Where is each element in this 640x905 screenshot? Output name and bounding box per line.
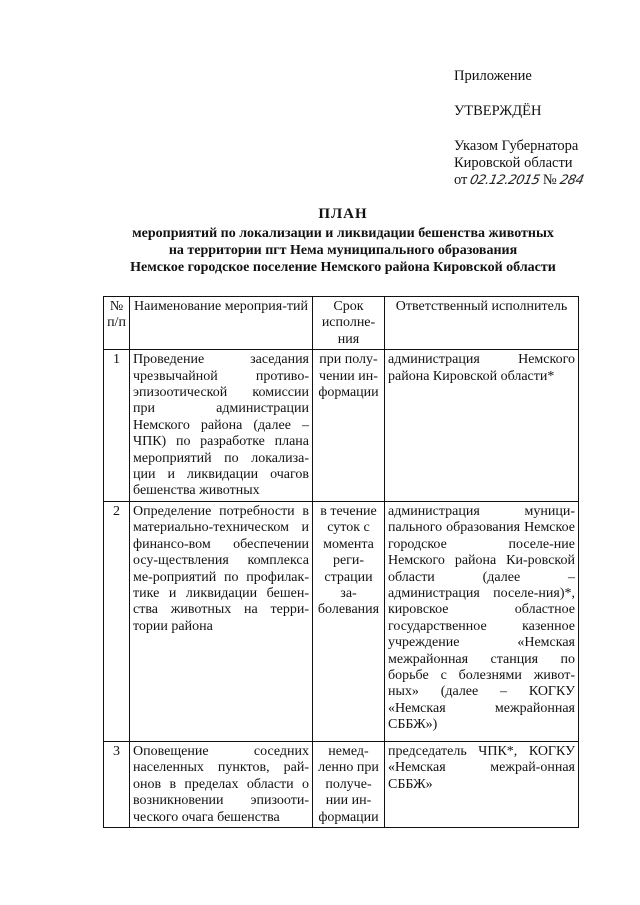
plan-title: ПЛАН [318, 206, 368, 222]
approval-block [454, 68, 634, 189]
row-num: 3 [104, 741, 130, 827]
row-activity: Определение потребности в материально-техническом и финансо-вом обеспечении осу-ществления комплекса ме-роприятий по профилак-тике и ликвидации бешен-ства животных на терри-тории района [130, 501, 313, 741]
handwritten-date: 02.12.2015 [468, 173, 542, 188]
decree-line-1: Указом Губернатора [454, 138, 579, 154]
table-row [104, 501, 579, 741]
header-responsible: Ответственный исполнитель [385, 297, 579, 350]
decree-line-2: Кировской области [454, 155, 573, 171]
plan-subtitle-line-3: Немское городское поселение Немского района Кировской области [130, 260, 556, 275]
approved-label: УТВЕРЖДЁН [454, 103, 542, 119]
row-num: 2 [104, 501, 130, 741]
row-activity: Проведение заседания чрезвычайной противо-эпизоотической комиссии при администрации Немского района (далее – ЧПК) по разработке плана мероприятий по локализа-ции и ликвидации очагов бешенства животных [130, 350, 313, 502]
plan-subtitle-line-2: на территории пгт Нема муниципального образования [168, 243, 518, 258]
row-term: немед-ленно при получе-нии ин-формации [313, 741, 385, 827]
handwritten-number: 284 [558, 173, 585, 188]
appendix-label: Приложение [454, 68, 532, 84]
plan-title-block [100, 206, 586, 276]
header-term: Срок исполне-ния [313, 297, 385, 350]
plan-table [103, 296, 579, 828]
header-name: Наименование мероприя-тий [130, 297, 313, 350]
from-label: от [454, 172, 468, 188]
decree-date-line [454, 172, 634, 189]
number-label: № [542, 172, 557, 188]
table-header-row [104, 297, 579, 350]
header-num: № п/п [104, 297, 130, 350]
row-responsible: администрация Немского района Кировской области* [385, 350, 579, 502]
row-activity: Оповещение соседних населенных пунктов, рай-онов в пределах области о возникновении эпизооти-ческого очага бешенства [130, 741, 313, 827]
table-row [104, 350, 579, 502]
row-responsible: администрация муници-пального образования Немское городское поселе-ние Немского района Ки-ровской области (далее – администрация поселе-ния)*, кировское областное государственное казенное учреждение «Немская межрайонная станция по борьбе с болезнями живот-ных» (далее – КОГКУ «Немская межрайонная СББЖ») [385, 501, 579, 741]
plan-subtitle-line-1: мероприятий по локализации и ликвидации бешенства животных [132, 226, 554, 241]
row-responsible: председатель ЧПК*, КОГКУ «Немская межрай-онная СББЖ» [385, 741, 579, 827]
row-term: в течение суток с момента реги-страции за-болевания [313, 501, 385, 741]
row-term: при полу-чении ин-формации [313, 350, 385, 502]
row-num: 1 [104, 350, 130, 502]
table-row [104, 741, 579, 827]
